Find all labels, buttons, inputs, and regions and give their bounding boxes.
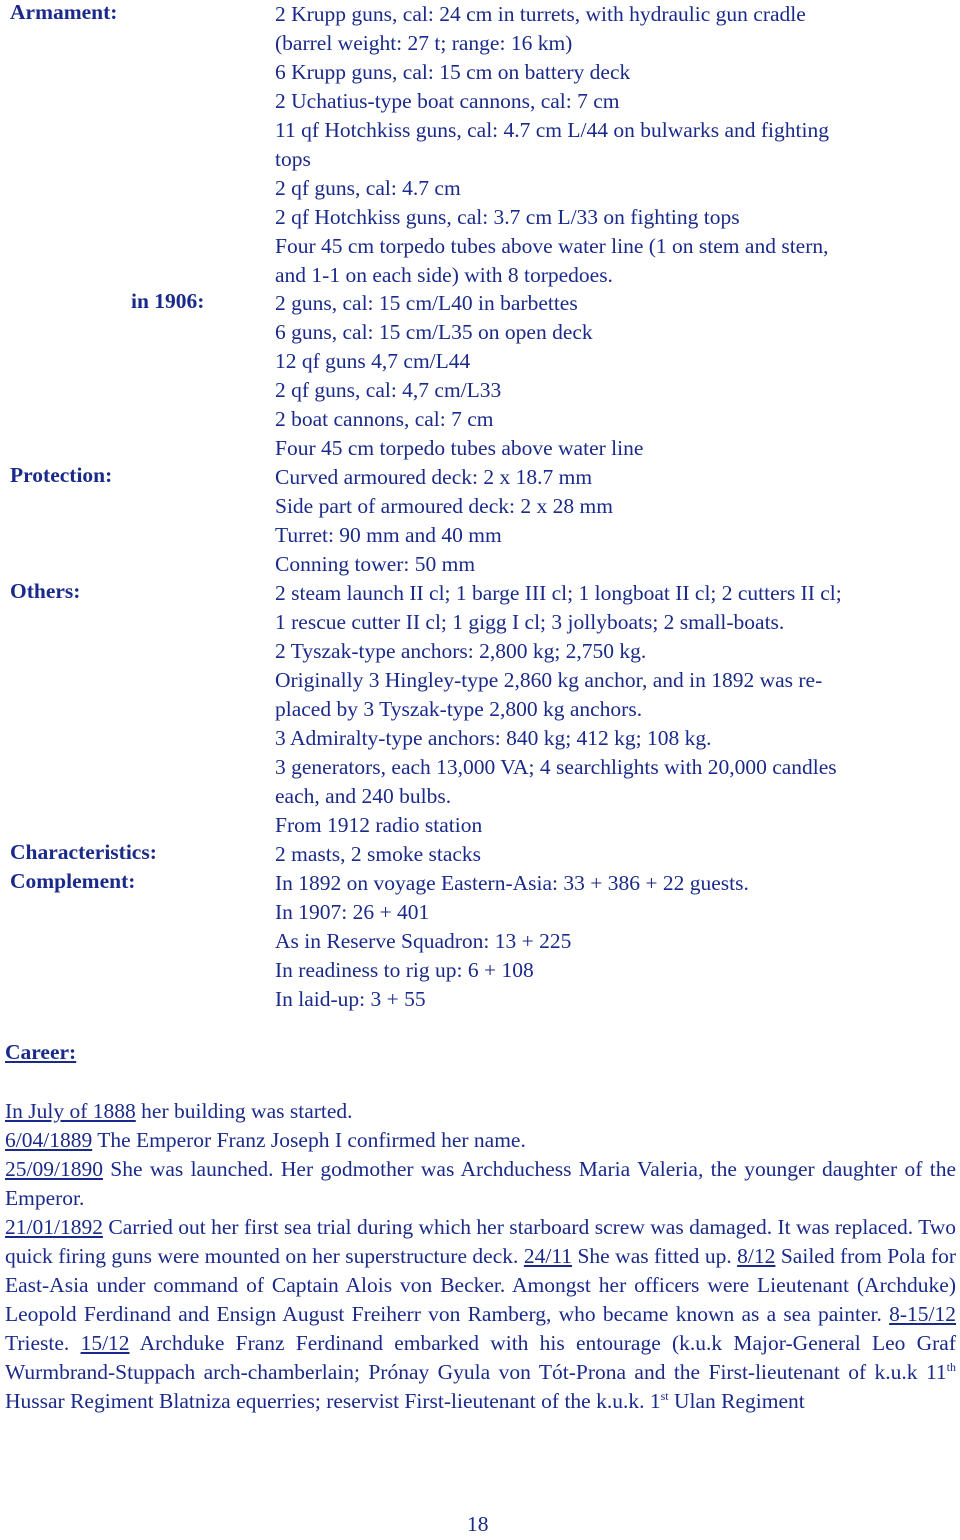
armament-1906-label: in 1906: xyxy=(131,289,205,313)
career-date: 15/12 xyxy=(80,1331,130,1355)
spec-line: Conning tower: 50 mm xyxy=(275,552,476,576)
career-entry: Hussar Regiment Blatniza equerries; reservist First-lieutenant of the k.u.k. 1 xyxy=(5,1389,661,1413)
spec-line: and 1-1 on each side) with 8 torpedoes. xyxy=(275,263,613,287)
spec-line: 2 qf guns, cal: 4,7 cm/L33 xyxy=(275,378,502,402)
spec-line: In laid-up: 3 + 55 xyxy=(275,987,426,1011)
spec-line: Originally 3 Hingley-type 2,860 kg anchor, and in 1892 was re- xyxy=(275,668,823,692)
spec-line: (barrel weight: 27 t; range: 16 km) xyxy=(275,31,573,55)
career-date: 6/04/1889 xyxy=(5,1128,93,1152)
spec-line: 2 masts, 2 smoke stacks xyxy=(275,842,482,866)
spec-line: As in Reserve Squadron: 13 + 225 xyxy=(275,929,572,953)
spec-line: From 1912 radio station xyxy=(275,813,483,837)
spec-line: 3 Admiralty-type anchors: 840 kg; 412 kg; 108 kg. xyxy=(275,726,712,750)
spec-line: Four 45 cm torpedo tubes above water line (1 on stem and stern, xyxy=(275,234,829,258)
career-entry: Archduke Franz Ferdinand embarked with his entourage (k.u.k Major-General Leo Graf Wurmbrand-Stuppach arch-chamberlain; Prónay Gyula von Tót-Prona and the First-lieutenant of k.u.k 11 xyxy=(5,1331,957,1384)
career-entry: Carried out her first sea trial during which her starboard screw was damaged. It was replaced. Two quick firing guns were mounted on her superstructure deck. xyxy=(5,1215,956,1268)
others-values xyxy=(275,579,950,840)
characteristics-values xyxy=(275,840,950,869)
spec-line: Turret: 90 mm and 40 mm xyxy=(275,523,502,547)
characteristics-label: Characteristics: xyxy=(10,840,157,864)
career-date: In July of 1888 xyxy=(5,1099,136,1123)
spec-line: In 1892 on voyage Eastern-Asia: 33 + 386 + 22 guests. xyxy=(275,871,749,895)
career-date: 25/09/1890 xyxy=(5,1157,103,1181)
spec-line: 12 qf guns 4,7 cm/L44 xyxy=(275,349,471,373)
spec-line: 2 guns, cal: 15 cm/L40 in barbettes xyxy=(275,291,578,315)
protection-label: Protection: xyxy=(10,463,113,487)
spec-line: Side part of armoured deck: 2 x 28 mm xyxy=(275,494,613,518)
spec-line: 3 generators, each 13,000 VA; 4 searchlights with 20,000 candles xyxy=(275,755,837,779)
spec-line: 2 qf guns, cal: 4.7 cm xyxy=(275,176,461,200)
career-date: 24/11 xyxy=(523,1244,573,1268)
armament-values xyxy=(275,0,950,290)
spec-line: Four 45 cm torpedo tubes above water line xyxy=(275,436,644,460)
spec-line: 11 qf Hotchkiss guns, cal: 4.7 cm L/44 on bulwarks and fighting xyxy=(275,118,829,142)
career-entry: The Emperor Franz Joseph I confirmed her name. xyxy=(92,1128,526,1152)
spec-line: 1 rescue cutter II cl; 1 gigg I cl; 3 jollyboats; 2 small-boats. xyxy=(275,610,785,634)
career-heading: Career: xyxy=(5,1040,77,1064)
career-date: 21/01/1892 xyxy=(5,1215,103,1239)
ordinal-suffix: st xyxy=(660,1388,669,1403)
complement-label: Complement: xyxy=(10,869,136,893)
spec-line: tops xyxy=(275,147,311,171)
complement-values xyxy=(275,869,950,1014)
spec-line: In 1907: 26 + 401 xyxy=(275,900,430,924)
spec-line: 2 qf Hotchkiss guns, cal: 3.7 cm L/33 on fighting tops xyxy=(275,205,740,229)
spec-line: 2 Uchatius-type boat cannons, cal: 7 cm xyxy=(275,89,620,113)
spec-line: 6 guns, cal: 15 cm/L35 on open deck xyxy=(275,320,593,344)
spec-line: In readiness to rig up: 6 + 108 xyxy=(275,958,534,982)
career-entry: Trieste. xyxy=(5,1331,81,1355)
spec-line: 6 Krupp guns, cal: 15 cm on battery deck xyxy=(275,60,631,84)
page-number: 18 xyxy=(467,1512,489,1536)
career-paragraph xyxy=(5,1213,956,1416)
career-paragraph xyxy=(5,1155,956,1213)
career-paragraph xyxy=(5,1097,956,1126)
career-text xyxy=(5,1097,956,1416)
spec-line: placed by 3 Tyszak-type 2,800 kg anchors. xyxy=(275,697,643,721)
career-date: 8-15/12 xyxy=(889,1302,956,1326)
spec-line: each, and 240 bulbs. xyxy=(275,784,452,808)
spec-line: 2 boat cannons, cal: 7 cm xyxy=(275,407,494,431)
career-entry: Sailed from Pola for East-Asia under command of Captain Alois von Becker. Amongst her officers were Lieutenant (Archduke) Leopold Ferdinand and Ensign August Freiherr von Ramberg, who became known as a sea painter. xyxy=(5,1244,956,1326)
armament-1906-values xyxy=(275,289,950,463)
spec-line: 2 Tyszak-type anchors: 2,800 kg; 2,750 kg. xyxy=(275,639,647,663)
others-label: Others: xyxy=(10,579,81,603)
career-entry: She was launched. Her godmother was Archduchess Maria Valeria, the younger daughter of the Emperor. xyxy=(5,1157,956,1210)
protection-values xyxy=(275,463,950,579)
armament-label: Armament: xyxy=(10,0,118,24)
career-date: 8/12 xyxy=(737,1244,776,1268)
spec-line: Curved armoured deck: 2 x 18.7 mm xyxy=(275,465,593,489)
career-paragraph xyxy=(5,1126,956,1155)
career-entry: She was fitted up. xyxy=(572,1244,738,1268)
career-entry: Ulan Regiment xyxy=(668,1389,805,1413)
career-entry: her building was started. xyxy=(135,1099,353,1123)
ordinal-suffix: th xyxy=(946,1359,956,1374)
spec-line: 2 Krupp guns, cal: 24 cm in turrets, with hydraulic gun cradle xyxy=(275,2,806,26)
spec-line: 2 steam launch II cl; 1 barge III cl; 1 longboat II cl; 2 cutters II cl; xyxy=(275,581,842,605)
